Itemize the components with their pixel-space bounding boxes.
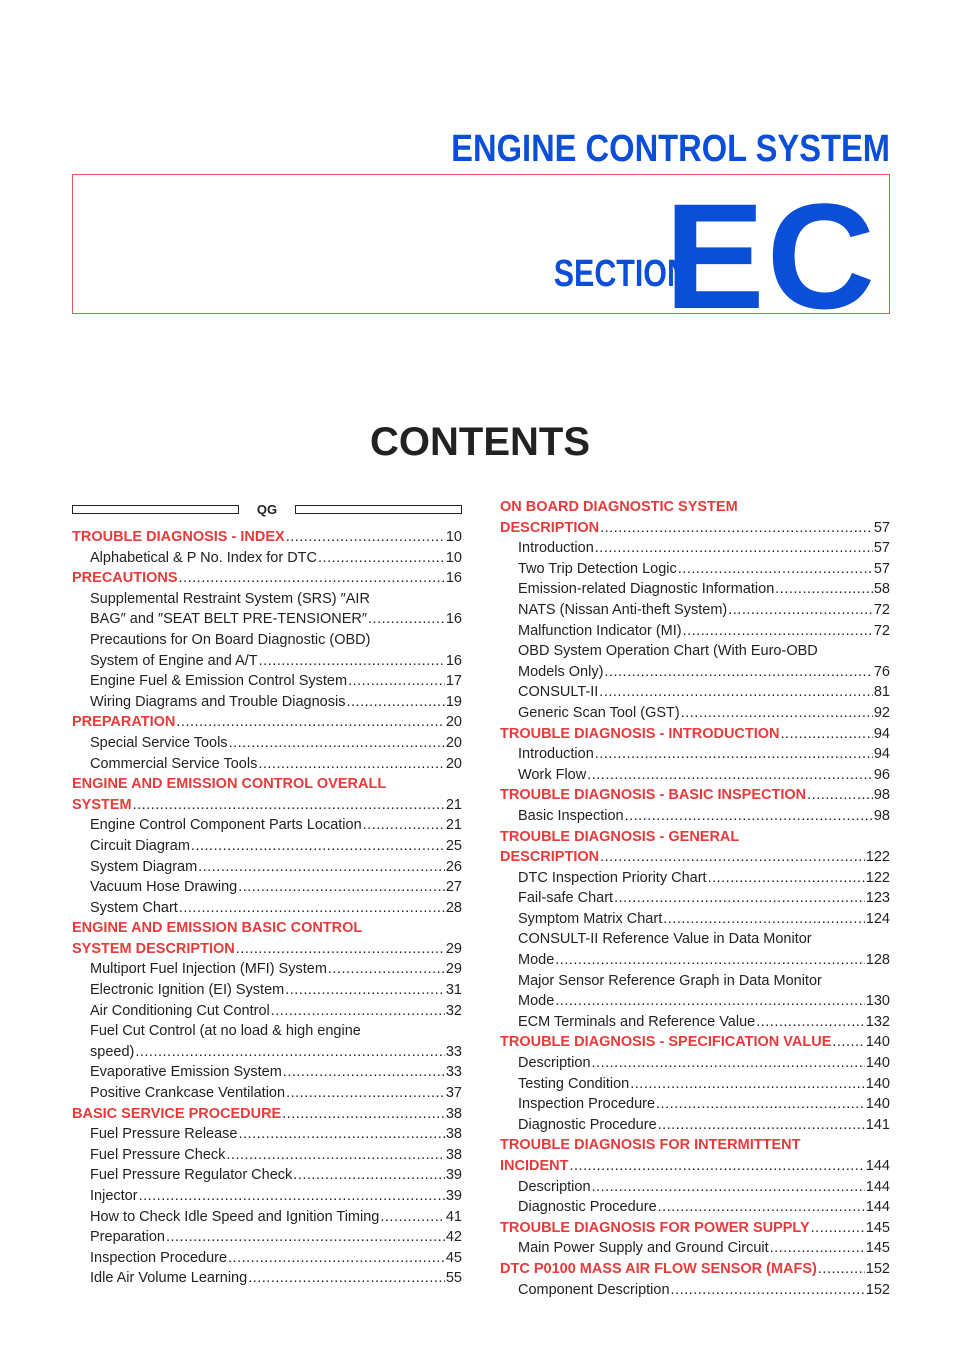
toc-leader-dots — [592, 1177, 865, 1198]
toc-entry-title: Introduction — [518, 540, 594, 557]
toc-section-link[interactable] — [72, 918, 462, 939]
toc-entry-title: Engine Control Component Parts Location — [90, 817, 362, 834]
toc-subsection-link[interactable] — [500, 600, 890, 621]
toc-leader-dots — [592, 1053, 865, 1074]
toc-subsection-link[interactable] — [500, 641, 890, 662]
toc-subsection-link[interactable] — [500, 1012, 890, 1033]
toc-column-right — [500, 497, 890, 1300]
toc-subsection-link[interactable] — [72, 589, 462, 610]
toc-page-number: 122 — [865, 869, 890, 886]
toc-entry-title: Component Description — [518, 1281, 670, 1298]
toc-page-number: 145 — [865, 1240, 890, 1257]
toc-subsection-link[interactable] — [72, 1227, 462, 1248]
toc-subsection-link[interactable] — [500, 682, 890, 703]
toc-subsection-link[interactable] — [500, 888, 890, 909]
toc-leader-dots — [625, 806, 873, 827]
toc-page-number: 140 — [865, 1034, 890, 1051]
toc-subsection-link[interactable] — [500, 909, 890, 930]
toc-page-number: 27 — [445, 879, 462, 896]
toc-leader-dots — [176, 712, 444, 733]
toc-page-number: 16 — [445, 611, 462, 628]
toc-leader-dots — [656, 1094, 865, 1115]
toc-subsection-link[interactable] — [72, 815, 462, 836]
toc-entry-title: How to Check Idle Speed and Ignition Timing — [90, 1208, 380, 1225]
toc-leader-dots — [604, 662, 872, 683]
toc-subsection-link[interactable] — [500, 1115, 890, 1136]
toc-leader-dots — [133, 795, 445, 816]
toc-page-number: 32 — [445, 1002, 462, 1019]
toc-subsection-link[interactable] — [500, 1074, 890, 1095]
toc-entry-title: TROUBLE DIAGNOSIS FOR POWER SUPPLY — [500, 1219, 810, 1236]
toc-subsection-link[interactable] — [500, 559, 890, 580]
toc-entry-title: OBD System Operation Chart (With Euro-OBD — [518, 643, 818, 660]
toc-leader-dots — [239, 1124, 445, 1145]
toc-entry-title: Special Service Tools — [90, 734, 228, 751]
document-title: ENGINE CONTROL SYSTEM — [451, 128, 890, 170]
toc-leader-dots — [226, 1145, 444, 1166]
toc-section-link[interactable] — [500, 1156, 890, 1177]
toc-leader-dots — [198, 857, 445, 878]
toc-page-number: 10 — [445, 549, 462, 566]
toc-leader-dots — [770, 1238, 865, 1259]
toc-subsection-link[interactable] — [72, 1124, 462, 1145]
qg-label: QG — [256, 501, 278, 517]
toc-page-number: 58 — [873, 581, 890, 598]
toc-page-number: 140 — [865, 1096, 890, 1113]
toc-page-number: 26 — [445, 858, 462, 875]
toc-entry-title: Circuit Diagram — [90, 837, 190, 854]
toc-section-link[interactable] — [72, 527, 462, 548]
toc-subsection-link[interactable] — [72, 754, 462, 775]
toc-entry-title: Symptom Matrix Chart — [518, 910, 663, 927]
toc-section-link[interactable] — [72, 1104, 462, 1125]
toc-page-number: 31 — [445, 982, 462, 999]
toc-leader-dots — [236, 939, 445, 960]
toc-leader-dots — [599, 682, 873, 703]
toc-subsection-link[interactable] — [500, 950, 890, 971]
toc-page-number: 39 — [445, 1188, 462, 1204]
toc-leader-dots — [271, 1001, 445, 1022]
toc-page-number: 144 — [865, 1178, 890, 1195]
toc-page-number: 76 — [873, 663, 890, 680]
toc-subsection-link[interactable] — [72, 548, 462, 569]
toc-page-number: 57 — [873, 560, 890, 577]
toc-subsection-link[interactable] — [72, 1083, 462, 1104]
toc-entry-title: Inspection Procedure — [90, 1249, 228, 1266]
toc-leader-dots — [708, 868, 865, 889]
toc-leader-dots — [614, 888, 865, 909]
toc-entry-title: Major Sensor Reference Graph in Data Monitor — [518, 972, 822, 989]
toc-page-number: 145 — [865, 1219, 890, 1236]
toc-leader-dots — [238, 877, 445, 898]
toc-subsection-link[interactable] — [72, 1165, 462, 1186]
toc-section-link[interactable] — [500, 497, 890, 518]
toc-page-number: 55 — [445, 1270, 462, 1287]
toc-leader-dots — [318, 548, 445, 569]
toc-entry-title: System of Engine and A/T — [90, 652, 258, 669]
toc-entry-title: speed) — [90, 1043, 135, 1060]
toc-entry-title: NATS (Nissan Anti-theft System) — [518, 601, 728, 618]
toc-leader-dots — [228, 1248, 445, 1269]
toc-subsection-link[interactable] — [500, 1094, 890, 1115]
toc-page-number: 17 — [445, 673, 462, 690]
toc-page-number: 94 — [873, 725, 890, 742]
toc-leader-dots — [191, 836, 445, 857]
toc-page-number: 10 — [445, 529, 462, 545]
toc-subsection-link[interactable] — [72, 980, 462, 1001]
toc-leader-dots — [630, 1074, 865, 1095]
toc-entry-title: TROUBLE DIAGNOSIS - INTRODUCTION — [500, 725, 780, 742]
section-label: SECTION — [553, 253, 689, 295]
toc-section-link[interactable] — [72, 795, 462, 816]
toc-entry-title: Fuel Pressure Release — [90, 1126, 238, 1143]
toc-entry-title: TROUBLE DIAGNOSIS - INDEX — [72, 529, 285, 545]
toc-leader-dots — [166, 1227, 445, 1248]
toc-leader-dots — [671, 1280, 865, 1301]
toc-subsection-link[interactable] — [500, 703, 890, 724]
toc-subsection-link[interactable] — [72, 1207, 462, 1228]
toc-entry-title: Evaporative Emission System — [90, 1064, 282, 1081]
toc-leader-dots — [293, 1165, 445, 1186]
toc-subsection-link[interactable] — [500, 1053, 890, 1074]
toc-subsection-link[interactable] — [72, 1145, 462, 1166]
qg-divider-line-right — [295, 505, 462, 514]
toc-entry-title: Mode — [518, 993, 555, 1010]
toc-entry-title: DTC P0100 MASS AIR FLOW SENSOR (MAFS) — [500, 1260, 817, 1277]
toc-subsection-link[interactable] — [72, 1021, 462, 1042]
toc-page-number: 16 — [445, 570, 462, 587]
toc-entry-title: ECM Terminals and Reference Value — [518, 1013, 756, 1030]
toc-entry-title: Preparation — [90, 1229, 165, 1246]
toc-leader-dots — [135, 1042, 445, 1063]
toc-section-link[interactable] — [500, 847, 890, 868]
toc-page-number: 122 — [865, 849, 890, 866]
toc-entry-title: Fail-safe Chart — [518, 890, 614, 907]
toc-subsection-link[interactable] — [72, 1248, 462, 1269]
toc-entry-title: Models Only) — [518, 663, 604, 680]
toc-entry-title: SYSTEM DESCRIPTION — [72, 940, 235, 957]
toc-page-number: 98 — [873, 787, 890, 804]
toc-entry-title: Diagnostic Procedure — [518, 1116, 657, 1133]
toc-entry-title: Emission-related Diagnostic Information — [518, 581, 775, 598]
qg-divider-line-left — [72, 505, 239, 514]
qg-divider — [72, 502, 462, 516]
toc-page-number: 37 — [445, 1085, 462, 1102]
toc-page-number: 132 — [865, 1013, 890, 1030]
toc-section-link[interactable] — [72, 712, 462, 733]
toc-entry-title: ON BOARD DIAGNOSTIC SYSTEM — [500, 499, 738, 515]
toc-leader-dots — [781, 724, 873, 745]
toc-page-number: 45 — [445, 1249, 462, 1266]
toc-entry-title: Electronic Ignition (EI) System — [90, 982, 285, 999]
toc-page-number: 33 — [445, 1043, 462, 1060]
toc-subsection-link[interactable] — [500, 1280, 890, 1301]
toc-section-link[interactable] — [72, 774, 462, 795]
toc-subsection-link[interactable] — [500, 868, 890, 889]
toc-page-number: 123 — [865, 890, 890, 907]
toc-leader-dots — [600, 518, 873, 539]
toc-page-number: 33 — [445, 1064, 462, 1081]
toc-entry-title: Description — [518, 1178, 591, 1195]
toc-subsection-link[interactable] — [72, 1042, 462, 1063]
toc-page-number: 25 — [445, 837, 462, 854]
toc-page-number: 124 — [865, 910, 890, 927]
toc-entry-title: Positive Crankcase Ventilation — [90, 1085, 286, 1102]
toc-page-number: 72 — [873, 601, 890, 618]
toc-subsection-link[interactable] — [72, 651, 462, 672]
toc-page-number: 16 — [445, 652, 462, 669]
toc-page-number: 38 — [445, 1105, 462, 1122]
toc-entry-title: Engine Fuel & Emission Control System — [90, 673, 348, 690]
toc-section-link[interactable] — [500, 785, 890, 806]
toc-leader-dots — [282, 1104, 445, 1125]
toc-leader-dots — [259, 651, 445, 672]
toc-leader-dots — [658, 1115, 865, 1136]
toc-entry-title: Commercial Service Tools — [90, 755, 258, 772]
toc-subsection-link[interactable] — [500, 765, 890, 786]
toc-entry-title: PREPARATION — [72, 714, 176, 731]
toc-entry-title: Diagnostic Procedure — [518, 1199, 657, 1216]
toc-entry-title: Wiring Diagrams and Trouble Diagnosis — [90, 693, 346, 710]
toc-leader-dots — [283, 1062, 445, 1083]
toc-page-number: 21 — [445, 817, 462, 834]
toc-subsection-link[interactable] — [72, 959, 462, 980]
toc-leader-dots — [179, 898, 445, 919]
toc-subsection-link[interactable] — [72, 733, 462, 754]
toc-subsection-link[interactable] — [72, 877, 462, 898]
toc-subsection-link[interactable] — [72, 836, 462, 857]
toc-leader-dots — [775, 579, 873, 600]
toc-entry-title: Precautions for On Board Diagnostic (OBD) — [90, 631, 371, 648]
toc-page-number: 29 — [445, 961, 462, 978]
toc-page-number: 57 — [873, 540, 890, 557]
toc-page-number: 81 — [873, 684, 890, 701]
toc-leader-dots — [328, 959, 445, 980]
toc-subsection-link[interactable] — [500, 662, 890, 683]
toc-entry-title: Two Trip Detection Logic — [518, 560, 677, 577]
toc-entry-title: System Chart — [90, 899, 178, 916]
toc-entry-title: Fuel Cut Control (at no load & high engine — [90, 1023, 361, 1040]
toc-page-number: 19 — [445, 693, 462, 710]
toc-entry-title: CONSULT-II — [518, 684, 599, 701]
toc-page-number: 57 — [873, 519, 890, 536]
toc-subsection-link[interactable] — [500, 538, 890, 559]
toc-page-number: 152 — [865, 1260, 890, 1277]
toc-leader-dots — [663, 909, 865, 930]
toc-subsection-link[interactable] — [72, 857, 462, 878]
toc-entry-title: PRECAUTIONS — [72, 570, 178, 587]
toc-column-left — [72, 527, 462, 1289]
toc-entry-title: Mode — [518, 952, 555, 969]
toc-leader-dots — [555, 950, 865, 971]
toc-subsection-link[interactable] — [500, 579, 890, 600]
toc-page-number: 39 — [445, 1167, 462, 1184]
toc-page-number: 20 — [445, 734, 462, 751]
toc-entry-title: System Diagram — [90, 858, 198, 875]
toc-entry-title: TROUBLE DIAGNOSIS FOR INTERMITTENT — [500, 1137, 801, 1154]
toc-leader-dots — [811, 1218, 865, 1239]
toc-leader-dots — [346, 692, 444, 713]
toc-leader-dots — [600, 847, 865, 868]
toc-entry-title: Supplemental Restraint System (SRS) ″AIR — [90, 590, 370, 607]
toc-entry-title: BAG″ and ″SEAT BELT PRE-TENSIONER″ — [90, 611, 368, 628]
toc-subsection-link[interactable] — [72, 1268, 462, 1289]
toc-section-link[interactable] — [500, 1032, 890, 1053]
toc-entry-title: Basic Inspection — [518, 807, 624, 824]
section-code: EC — [664, 172, 877, 340]
toc-page-number: 130 — [865, 993, 890, 1010]
toc-entry-title: BASIC SERVICE PROCEDURE — [72, 1105, 282, 1122]
toc-page-number: 20 — [445, 755, 462, 772]
toc-page-number: 128 — [865, 952, 890, 969]
toc-leader-dots — [139, 1186, 445, 1207]
toc-page-number: 28 — [445, 899, 462, 916]
toc-leader-dots — [286, 527, 445, 548]
toc-leader-dots — [368, 609, 445, 630]
toc-leader-dots — [380, 1207, 444, 1228]
toc-leader-dots — [363, 815, 445, 836]
toc-section-link[interactable] — [500, 518, 890, 539]
toc-subsection-link[interactable] — [500, 991, 890, 1012]
toc-entry-title: Description — [518, 1055, 591, 1072]
toc-leader-dots — [807, 785, 873, 806]
toc-leader-dots — [286, 1083, 445, 1104]
toc-entry-title: TROUBLE DIAGNOSIS - BASIC INSPECTION — [500, 787, 807, 804]
toc-page-number: 20 — [445, 714, 462, 731]
toc-leader-dots — [179, 568, 445, 589]
toc-page-number: 21 — [445, 796, 462, 813]
toc-entry-title: Idle Air Volume Learning — [90, 1270, 248, 1287]
toc-page-number: 144 — [865, 1199, 890, 1216]
toc-leader-dots — [681, 703, 873, 724]
toc-leader-dots — [832, 1032, 864, 1053]
toc-entry-title: Fuel Pressure Regulator Check — [90, 1167, 293, 1184]
toc-page-number: 72 — [873, 622, 890, 639]
toc-subsection-link[interactable] — [500, 1238, 890, 1259]
toc-leader-dots — [595, 538, 873, 559]
toc-entry-title: Injector — [90, 1188, 138, 1204]
toc-leader-dots — [658, 1197, 865, 1218]
toc-subsection-link[interactable] — [500, 929, 890, 950]
section-box — [72, 172, 890, 340]
toc-subsection-link[interactable] — [500, 744, 890, 765]
toc-leader-dots — [285, 980, 445, 1001]
toc-page-number: 38 — [445, 1146, 462, 1163]
toc-entry-title: Main Power Supply and Ground Circuit — [518, 1240, 769, 1257]
toc-entry-title: DTC Inspection Priority Chart — [518, 869, 707, 886]
toc-subsection-link[interactable] — [500, 971, 890, 992]
toc-entry-title: DESCRIPTION — [500, 519, 600, 536]
toc-section-link[interactable] — [500, 827, 890, 848]
toc-page-number: 92 — [873, 704, 890, 721]
toc-leader-dots — [818, 1259, 865, 1280]
toc-subsection-link[interactable] — [500, 806, 890, 827]
toc-entry-title: Alphabetical & P No. Index for DTC — [90, 549, 318, 566]
toc-leader-dots — [229, 733, 445, 754]
toc-page-number: 38 — [445, 1126, 462, 1143]
toc-leader-dots — [555, 991, 865, 1012]
toc-page-number: 29 — [445, 940, 462, 957]
toc-page-number: 41 — [445, 1208, 462, 1225]
toc-section-link[interactable] — [72, 568, 462, 589]
toc-entry-title: TROUBLE DIAGNOSIS - SPECIFICATION VALUE — [500, 1034, 832, 1051]
toc-entry-title: ENGINE AND EMISSION CONTROL OVERALL — [72, 776, 387, 793]
toc-leader-dots — [595, 744, 873, 765]
toc-section-link[interactable] — [500, 724, 890, 745]
toc-entry-title: Introduction — [518, 746, 594, 763]
toc-subsection-link[interactable] — [72, 1062, 462, 1083]
toc-page-number: 141 — [865, 1116, 890, 1133]
toc-subsection-link[interactable] — [72, 1001, 462, 1022]
toc-entry-title: Generic Scan Tool (GST) — [518, 704, 680, 721]
toc-leader-dots — [569, 1156, 864, 1177]
toc-entry-title: Fuel Pressure Check — [90, 1146, 226, 1163]
toc-section-link[interactable] — [500, 1259, 890, 1280]
toc-page-number: 144 — [865, 1158, 890, 1174]
toc-leader-dots — [248, 1268, 445, 1289]
toc-subsection-link[interactable] — [72, 609, 462, 630]
toc-page-number: 96 — [873, 766, 890, 783]
toc-entry-title: Air Conditioning Cut Control — [90, 1002, 270, 1019]
toc-leader-dots — [348, 671, 445, 692]
toc-entry-title: ENGINE AND EMISSION BASIC CONTROL — [72, 920, 363, 937]
toc-subsection-link[interactable] — [500, 621, 890, 642]
toc-subsection-link[interactable] — [72, 630, 462, 651]
toc-page-number: 140 — [865, 1055, 890, 1072]
toc-entry-title: Vacuum Hose Drawing — [90, 879, 238, 896]
toc-subsection-link[interactable] — [72, 898, 462, 919]
toc-page-number: 42 — [445, 1229, 462, 1246]
toc-entry-title: INCIDENT — [500, 1158, 569, 1174]
toc-entry-title: SYSTEM — [72, 796, 132, 813]
toc-leader-dots — [683, 621, 873, 642]
toc-page-number: 140 — [865, 1075, 890, 1092]
toc-section-link[interactable] — [72, 939, 462, 960]
toc-section-link[interactable] — [500, 1218, 890, 1239]
toc-entry-title: Multiport Fuel Injection (MFI) System — [90, 961, 327, 978]
toc-entry-title: Testing Condition — [518, 1075, 630, 1092]
toc-leader-dots — [587, 765, 873, 786]
toc-entry-title: Work Flow — [518, 766, 587, 783]
toc-page-number: 152 — [865, 1281, 890, 1298]
toc-subsection-link[interactable] — [72, 671, 462, 692]
contents-heading: CONTENTS — [370, 420, 590, 464]
toc-page-number: 98 — [873, 807, 890, 824]
toc-entry-title: Inspection Procedure — [518, 1096, 656, 1113]
toc-section-link[interactable] — [500, 1135, 890, 1156]
toc-entry-title: DESCRIPTION — [500, 849, 600, 866]
toc-subsection-link[interactable] — [72, 1186, 462, 1207]
toc-page-number: 94 — [873, 746, 890, 763]
toc-subsection-link[interactable] — [500, 1197, 890, 1218]
toc-leader-dots — [678, 559, 873, 580]
toc-leader-dots — [258, 754, 445, 775]
toc-subsection-link[interactable] — [72, 692, 462, 713]
toc-entry-title: TROUBLE DIAGNOSIS - GENERAL — [500, 828, 740, 845]
toc-entry-title: Malfunction Indicator (MI) — [518, 622, 682, 639]
toc-entry-title: CONSULT-II Reference Value in Data Monitor — [518, 931, 812, 948]
toc-subsection-link[interactable] — [500, 1177, 890, 1198]
toc-leader-dots — [756, 1012, 865, 1033]
toc-leader-dots — [728, 600, 873, 621]
